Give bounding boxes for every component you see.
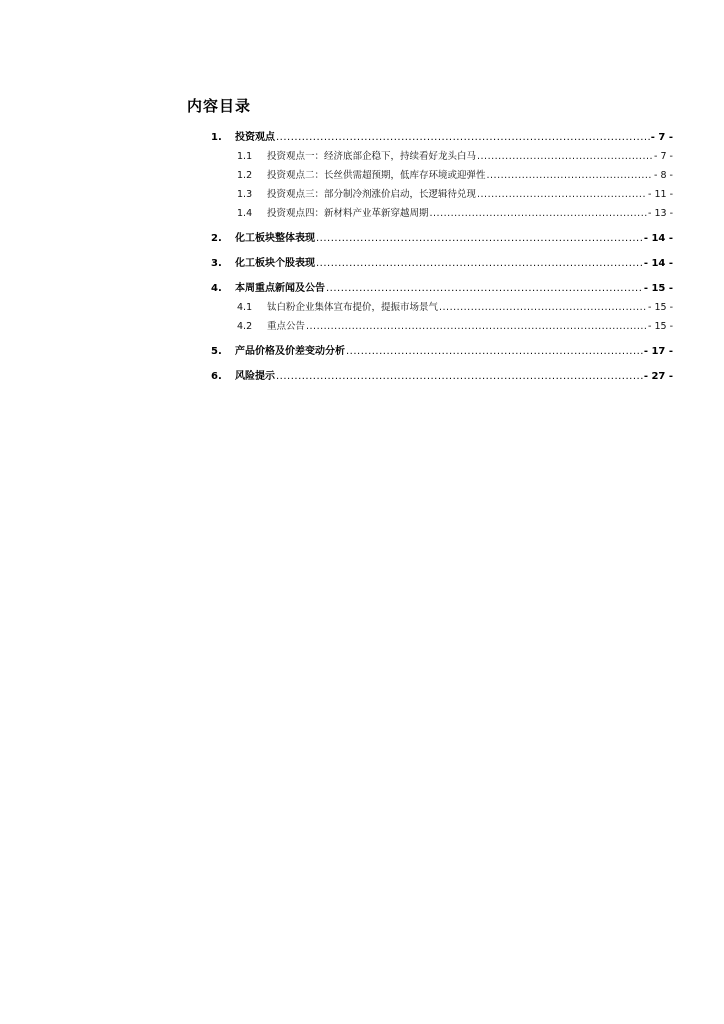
dot-leader bbox=[477, 185, 647, 204]
dot-leader bbox=[306, 317, 647, 336]
toc-entry-label: 风险提示 bbox=[235, 371, 275, 382]
toc-entry-label: 重点公告 bbox=[267, 321, 306, 332]
dot-leader bbox=[276, 128, 650, 147]
toc-entry-5[interactable] bbox=[211, 342, 673, 361]
toc-entry-page: - 15 - bbox=[648, 321, 673, 332]
toc-entry-page: - 14 - bbox=[643, 233, 673, 244]
toc-entry-label: 投资观点 bbox=[235, 132, 275, 143]
dot-leader bbox=[316, 254, 643, 273]
toc-entry-6[interactable] bbox=[211, 367, 673, 386]
toc-entry-2[interactable] bbox=[211, 229, 673, 248]
toc-entry-number: 4.2 bbox=[237, 321, 253, 332]
dot-leader bbox=[276, 367, 643, 386]
toc-entry-number: 1.1 bbox=[237, 151, 253, 162]
toc-entry-4[interactable] bbox=[211, 279, 673, 298]
toc-entry-label: 投资观点一：经济底部企稳下，持续看好龙头白马 bbox=[267, 151, 477, 162]
dot-leader bbox=[430, 204, 648, 223]
toc-entry-1-3[interactable] bbox=[211, 185, 673, 204]
toc-title: 内容目录 bbox=[187, 97, 252, 115]
toc-entry-label: 化工板块个股表现 bbox=[235, 258, 315, 269]
dot-leader bbox=[487, 166, 654, 185]
toc-entry-number: 4. bbox=[211, 283, 222, 294]
toc-entry-label: 投资观点三：部分制冷剂涨价启动，长逻辑待兑现 bbox=[267, 189, 477, 200]
toc-entry-1[interactable] bbox=[211, 128, 673, 147]
dot-leader bbox=[346, 342, 643, 361]
toc-entry-page: - 15 - bbox=[643, 283, 673, 294]
toc-entry-1-1[interactable] bbox=[211, 147, 673, 166]
toc-entry-page: - 27 - bbox=[643, 371, 673, 382]
toc-entry-3[interactable] bbox=[211, 254, 673, 273]
toc-entry-number: 5. bbox=[211, 346, 222, 357]
toc-entry-page: - 7 - bbox=[650, 132, 673, 143]
toc-entry-label: 产品价格及价差变动分析 bbox=[235, 346, 345, 357]
toc-entry-number: 1.4 bbox=[237, 208, 253, 219]
toc-entry-number: 4.1 bbox=[237, 302, 253, 313]
toc-entry-1-2[interactable] bbox=[211, 166, 673, 185]
toc-entry-page: - 14 - bbox=[643, 258, 673, 269]
toc-entry-label: 投资观点二：长丝供需超预期，低库存环境或迎弹性 bbox=[267, 170, 486, 181]
dot-leader bbox=[477, 147, 653, 166]
table-of-contents bbox=[211, 128, 673, 386]
toc-entry-label: 投资观点四：新材料产业革新穿越周期 bbox=[267, 208, 429, 219]
toc-entry-page: - 15 - bbox=[648, 302, 673, 313]
toc-entry-label: 化工板块整体表现 bbox=[235, 233, 315, 244]
toc-entry-4-1[interactable] bbox=[211, 298, 673, 317]
toc-entry-page: - 17 - bbox=[643, 346, 673, 357]
dot-leader bbox=[316, 229, 643, 248]
toc-entry-number: 1.2 bbox=[237, 170, 253, 181]
dot-leader bbox=[326, 279, 643, 298]
dot-leader bbox=[439, 298, 647, 317]
toc-entry-4-2[interactable] bbox=[211, 317, 673, 336]
toc-entry-number: 3. bbox=[211, 258, 222, 269]
toc-entry-number: 1. bbox=[211, 132, 222, 143]
toc-entry-page: - 7 - bbox=[654, 151, 673, 162]
toc-entry-number: 1.3 bbox=[237, 189, 253, 200]
toc-entry-label: 本周重点新闻及公告 bbox=[235, 283, 325, 294]
toc-entry-label: 钛白粉企业集体宣布提价，提振市场景气 bbox=[267, 302, 439, 313]
toc-entry-page: - 11 - bbox=[648, 189, 673, 200]
toc-entry-number: 2. bbox=[211, 233, 222, 244]
toc-entry-number: 6. bbox=[211, 371, 222, 382]
toc-entry-page: - 8 - bbox=[654, 170, 673, 181]
toc-entry-1-4[interactable] bbox=[211, 204, 673, 223]
toc-entry-page: - 13 - bbox=[648, 208, 673, 219]
